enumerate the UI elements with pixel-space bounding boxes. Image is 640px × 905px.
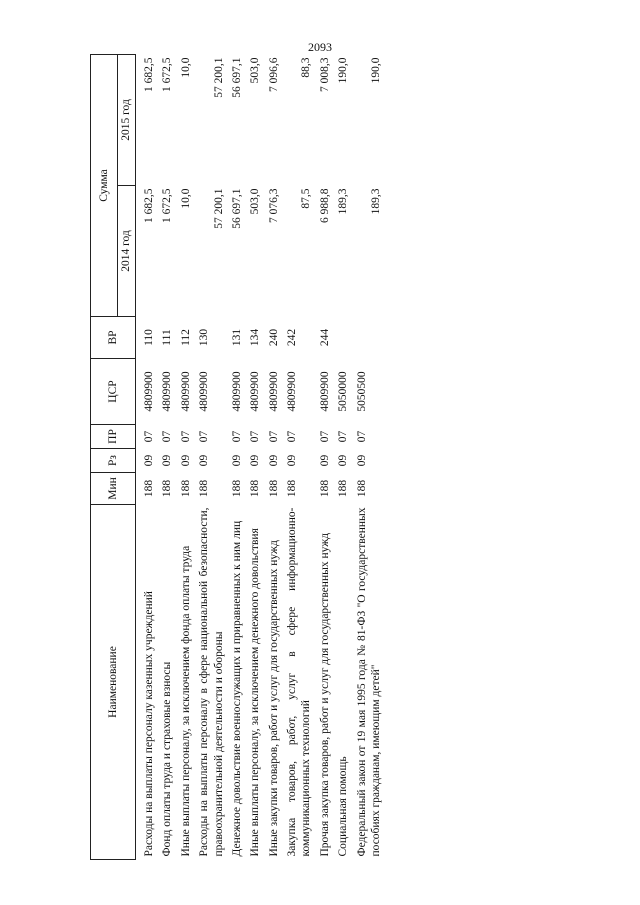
row-csr: 4809900 [267, 371, 280, 412]
table-row [246, 54, 264, 859]
header-year-2014: 2014 год [118, 186, 136, 317]
row-rz: 09 [198, 454, 211, 467]
row-name: Закупка товаров, работ, услуг в сфере информационно-коммуникационных технологий [286, 507, 313, 857]
row-pr: 07 [230, 430, 243, 443]
row-csr: 4809900 [249, 371, 262, 412]
row-vr: 134 [249, 328, 262, 347]
row-name: Федеральный закон от 19 мая 1995 года № 81-ФЗ "О государственных пособиях гражданам, имеющим детей" [355, 507, 382, 857]
row-rz: 09 [161, 454, 174, 467]
row-name: Расходы на выплаты персоналу казенных учреждений [143, 591, 155, 857]
row-pr: 07 [198, 430, 211, 443]
row-csr: 4809900 [286, 371, 298, 412]
row-rz: 09 [286, 454, 298, 467]
row-sum-2015: 57 200,1 [212, 57, 225, 98]
header-sum: Сумма [91, 54, 118, 316]
row-min: 188 [198, 479, 211, 498]
row-vr: 242 [286, 328, 298, 347]
row-sum-2014: 56 697,1 [230, 188, 243, 229]
row-sum-2014: 189,3 [337, 188, 350, 215]
row-csr: 5050000 [337, 371, 350, 412]
row-rz: 09 [355, 454, 368, 467]
row-name: Денежное довольствие военнослужащих и приравненных к ним лиц [230, 520, 243, 857]
row-pr: 07 [179, 430, 192, 443]
row-rz: 09 [179, 454, 192, 467]
row-pr: 07 [355, 430, 368, 443]
row-rz: 09 [230, 454, 243, 467]
table-body [136, 54, 386, 859]
header-rz: Рз [91, 449, 136, 473]
row-name: Расходы на выплаты персоналу в сфере национальной безопасности, правоохранительной деятельности и обороны [198, 507, 225, 857]
row-sum-2014: 10,0 [179, 188, 192, 209]
table-header [91, 54, 136, 859]
row-min: 188 [337, 479, 350, 498]
row-rz: 09 [143, 454, 155, 467]
row-name: Прочая закупка товаров, работ и услуг для государственных нужд [318, 533, 331, 857]
row-rz: 09 [318, 454, 331, 467]
row-name: Иные выплаты персоналу, за исключением денежного довольствия [249, 528, 262, 857]
page-number: 2093 [308, 40, 332, 54]
row-min: 188 [161, 479, 174, 498]
table-row [283, 54, 316, 859]
row-rz: 09 [337, 454, 350, 467]
row-sum-2015: 10,0 [179, 57, 192, 78]
row-sum-2014: 7 076,3 [267, 188, 280, 223]
row-vr: 112 [179, 329, 192, 346]
row-csr: 5050500 [355, 371, 368, 412]
row-vr: 110 [143, 329, 155, 346]
row-min: 188 [286, 479, 298, 498]
row-csr: 4809900 [198, 371, 211, 412]
row-sum-2015: 503,0 [249, 57, 262, 84]
row-pr: 07 [286, 430, 298, 443]
row-min: 188 [318, 479, 331, 498]
row-min: 188 [179, 479, 192, 498]
row-pr: 07 [318, 430, 331, 443]
row-rz: 09 [249, 454, 262, 467]
row-sum-2015: 190,0 [337, 57, 350, 84]
header-csr: ЦСР [91, 359, 136, 425]
header-pr: ПР [91, 425, 136, 449]
table-row [177, 54, 195, 859]
row-pr: 07 [161, 430, 174, 443]
row-csr: 4809900 [143, 371, 155, 412]
row-csr: 4809900 [179, 371, 192, 412]
table-row [353, 54, 386, 859]
row-pr: 07 [249, 430, 262, 443]
row-sum-2015: 56 697,1 [230, 57, 243, 98]
row-sum-2014: 1 672,5 [161, 188, 174, 223]
row-csr: 4809900 [161, 371, 174, 412]
row-sum-2015: 190,0 [369, 57, 382, 84]
header-year-2015: 2015 год [118, 54, 136, 185]
row-sum-2014: 87,5 [300, 188, 313, 209]
row-csr: 4809900 [230, 371, 243, 412]
row-name: Иные закупки товаров, работ и услуг для государственных нужд [267, 540, 280, 857]
row-vr: 244 [318, 328, 331, 347]
table-row [158, 54, 176, 859]
row-min: 188 [355, 479, 368, 498]
row-rz: 09 [267, 454, 280, 467]
table-row [265, 54, 283, 859]
row-vr [353, 317, 386, 359]
row-sum-2015: 88,3 [300, 57, 313, 78]
table-row [316, 54, 334, 859]
table-row [228, 54, 246, 859]
budget-table [90, 54, 385, 860]
row-pr: 07 [337, 430, 350, 443]
row-sum-2014: 6 988,8 [318, 188, 331, 223]
table-row [195, 54, 228, 859]
row-min: 188 [249, 479, 262, 498]
row-min: 188 [143, 479, 155, 498]
table-row [136, 54, 159, 859]
row-vr: 130 [198, 328, 211, 347]
header-name: Наименование [91, 505, 136, 860]
row-sum-2014: 189,3 [369, 188, 382, 215]
row-sum-2015: 1 672,5 [161, 57, 174, 92]
row-sum-2015: 1 682,5 [143, 57, 155, 92]
row-pr: 07 [267, 430, 280, 443]
row-vr: 111 [161, 329, 174, 346]
row-sum-2014: 57 200,1 [212, 188, 225, 229]
row-sum-2015: 7 096,6 [267, 57, 280, 92]
row-min: 188 [230, 479, 243, 498]
row-vr [334, 317, 352, 359]
row-sum-2014: 503,0 [249, 188, 262, 215]
rotated-table-sheet [90, 55, 560, 860]
row-vr: 240 [267, 328, 280, 347]
table-row [334, 54, 352, 859]
row-sum-2014: 1 682,5 [143, 188, 155, 223]
row-min: 188 [267, 479, 280, 498]
row-name: Иные выплаты персоналу, за исключением фонда оплаты труда [179, 545, 192, 857]
row-name: Фонд оплаты труда и страховые взносы [161, 661, 174, 857]
row-csr: 4809900 [318, 371, 331, 412]
row-sum-2015: 7 008,3 [318, 57, 331, 92]
row-pr: 07 [143, 430, 155, 443]
row-name: Социальная помощь [337, 756, 350, 857]
row-vr: 131 [230, 328, 243, 347]
header-vr: ВР [91, 317, 136, 359]
header-min: Мин [91, 473, 136, 505]
